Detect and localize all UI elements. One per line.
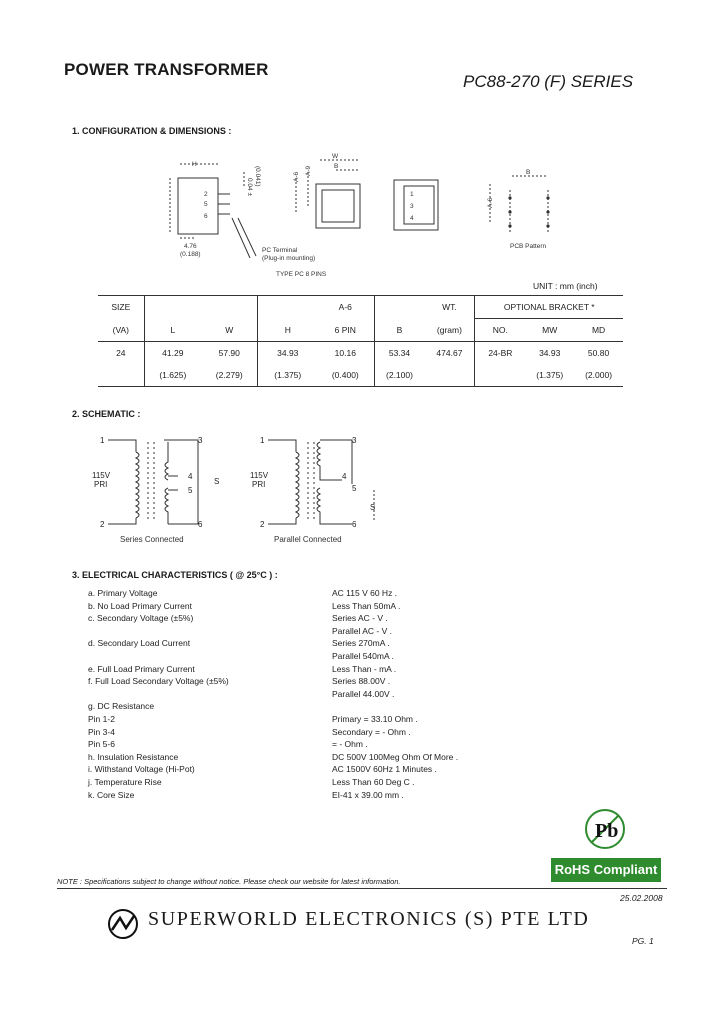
dim-476-label: 4.76 (184, 243, 197, 250)
schematic-drawing (86, 428, 386, 550)
electrical-item-label (88, 688, 229, 701)
pin-6-label: 6 (204, 213, 208, 220)
parallel-caption: Parallel Connected (274, 535, 342, 544)
electrical-item-value: Less Than 50mA . (332, 600, 401, 611)
svg-text:PRI: PRI (94, 480, 108, 489)
dimensions-table (98, 295, 623, 387)
electrical-item-value: DC 500V 100Meg Ohm Of More . (332, 751, 459, 762)
table-header-row-1: SIZE A-6 WT. OPTIONAL BRACKET * (98, 296, 623, 319)
pin-5-label: 5 (204, 201, 208, 208)
svg-text:115V: 115V (250, 471, 269, 480)
electrical-item-label: a. Primary Voltage (88, 588, 158, 598)
unit-label: UNIT : mm (inch) (533, 281, 598, 291)
series-name: PC88-270 (F) SERIES (463, 72, 634, 91)
pc-terminal-label: PC Terminal (262, 247, 298, 254)
svg-text:5: 5 (188, 486, 193, 495)
electrical-item-label: h. Insulation Resistance (88, 751, 179, 762)
electrical-labels (88, 587, 229, 801)
company-logo-icon (106, 908, 140, 940)
svg-text:6: 6 (352, 520, 357, 529)
svg-text:1: 1 (260, 436, 265, 445)
table-row-mm: 24 41.29 57.90 34.93 10.16 53.34 474.67 24-BR 34.93 50.80 (98, 342, 623, 365)
svg-text:5: 5 (352, 484, 357, 493)
svg-text:2: 2 (260, 520, 265, 529)
svg-text:S: S (214, 477, 220, 486)
rohs-badge: RoHS Compliant (551, 858, 661, 882)
electrical-item-label: e. Full Load Primary Current (88, 663, 195, 674)
electrical-item-label: k. Core Size (88, 789, 135, 800)
dim-h-label: H (192, 161, 197, 168)
electrical-item-value: Series AC - V . (332, 613, 388, 624)
pin-4-label: 4 (410, 215, 414, 222)
electrical-item-value: Less Than - mA . (332, 663, 397, 674)
dimension-drawing (150, 148, 570, 280)
electrical-item-label: j. Temperature Rise (88, 776, 162, 787)
type-label: TYPE PC 8 PINS (276, 271, 327, 278)
svg-text:Pb: Pb (595, 820, 619, 842)
dim-a6-label: A-6 (293, 171, 300, 182)
electrical-item-label (88, 650, 229, 663)
revision-date: 25.02.2008 (620, 893, 663, 903)
electrical-item-value: Series 88.00V . (332, 676, 391, 687)
electrical-item-value: = - Ohm . (332, 739, 368, 750)
electrical-item-value: Parallel 44.00V . (332, 688, 395, 699)
plug-in-label: (Plug-in mounting) (262, 255, 316, 262)
electrical-item-value: Series 270mA . (332, 638, 390, 649)
electrical-item-value: Primary = 33.10 Ohm . (332, 713, 418, 724)
electrical-item-value: AC 115 V 60 Hz . (332, 588, 398, 598)
pcb-pattern-label: PCB Pattern (510, 243, 547, 250)
electrical-item-value: Parallel AC - V . (332, 625, 392, 636)
svg-text:PRI: PRI (252, 480, 266, 489)
section-heading-electrical: 3. ELECTRICAL CHARACTERISTICS ( @ 25°C ) : (72, 570, 278, 580)
electrical-item-label: Pin 1-2 (88, 713, 115, 724)
pcb-b-label: B (526, 169, 531, 176)
electrical-values (332, 587, 458, 801)
company-name: SUPERWORLD ELECTRONICS (S) PTE LTD (148, 908, 590, 930)
svg-text:1: 1 (100, 436, 105, 445)
svg-text:4: 4 (188, 472, 193, 481)
dim-a9-label: A-9 (305, 165, 312, 176)
electrical-item-label: d. Secondary Load Current (88, 638, 191, 649)
electrical-item-value: AC 1500V 60Hz 1 Minutes . (332, 764, 437, 775)
electrical-item-value: Secondary = - Ohm . (332, 726, 411, 737)
svg-text:S: S (370, 503, 376, 512)
svg-text:2: 2 (100, 520, 105, 529)
document-title: POWER TRANSFORMER (64, 60, 269, 79)
electrical-item-value: EI-41 x 39.00 mm . (332, 789, 404, 800)
electrical-item-label: Pin 3-4 (88, 726, 115, 737)
pin-3-label: 3 (410, 203, 414, 210)
lead-dim-label: 0.04 ± (246, 178, 253, 197)
dim-0188-label: (0.188) (180, 251, 201, 258)
dim-w-label: W (332, 153, 339, 160)
section-heading-configuration: 1. CONFIGURATION & DIMENSIONS : (72, 126, 232, 136)
electrical-item-label: c. Secondary Voltage (±5%) (88, 613, 194, 624)
svg-text:6: 6 (198, 520, 203, 529)
electrical-item-value: Parallel 540mA . (332, 650, 394, 661)
electrical-item-value: Less Than 60 Deg C . (332, 776, 415, 787)
pb-free-icon (584, 808, 626, 850)
electrical-item-value (332, 700, 458, 713)
section-heading-schematic: 2. SCHEMATIC : (72, 409, 141, 419)
svg-text:4: 4 (342, 472, 347, 481)
lead-dim-inch-label: (0.041) (254, 166, 261, 187)
svg-text:3: 3 (352, 436, 357, 445)
dim-b-label: B (334, 163, 339, 170)
table-row-inch: (1.625) (2.279) (1.375) (0.400) (2.100) (1.375) (2.000) (98, 364, 623, 387)
electrical-item-label: b. No Load Primary Current (88, 600, 192, 611)
pin-2-label: 2 (204, 191, 208, 198)
electrical-item-label: Pin 5-6 (88, 739, 115, 750)
electrical-item-label: f. Full Load Secondary Voltage (±5%) (88, 676, 229, 687)
footer-divider (57, 888, 667, 889)
svg-text:3: 3 (198, 436, 203, 445)
footer-note: NOTE : Specifications subject to change without notice. Please check our website for latest information. (57, 877, 401, 886)
electrical-item-label: i. Withstand Voltage (Hi-Pot) (88, 764, 195, 775)
electrical-item-label: g. DC Resistance (88, 701, 155, 712)
table-header-row-2: (VA) L W H 6 PIN B (gram) NO. MW MD (98, 319, 623, 342)
page-number: PG. 1 (632, 936, 654, 946)
electrical-item-label (88, 625, 229, 638)
pin-1-label: 1 (410, 191, 414, 198)
pcb-a6-label: A-6 (487, 197, 494, 208)
series-caption: Series Connected (120, 535, 184, 544)
svg-text:115V: 115V (92, 471, 111, 480)
